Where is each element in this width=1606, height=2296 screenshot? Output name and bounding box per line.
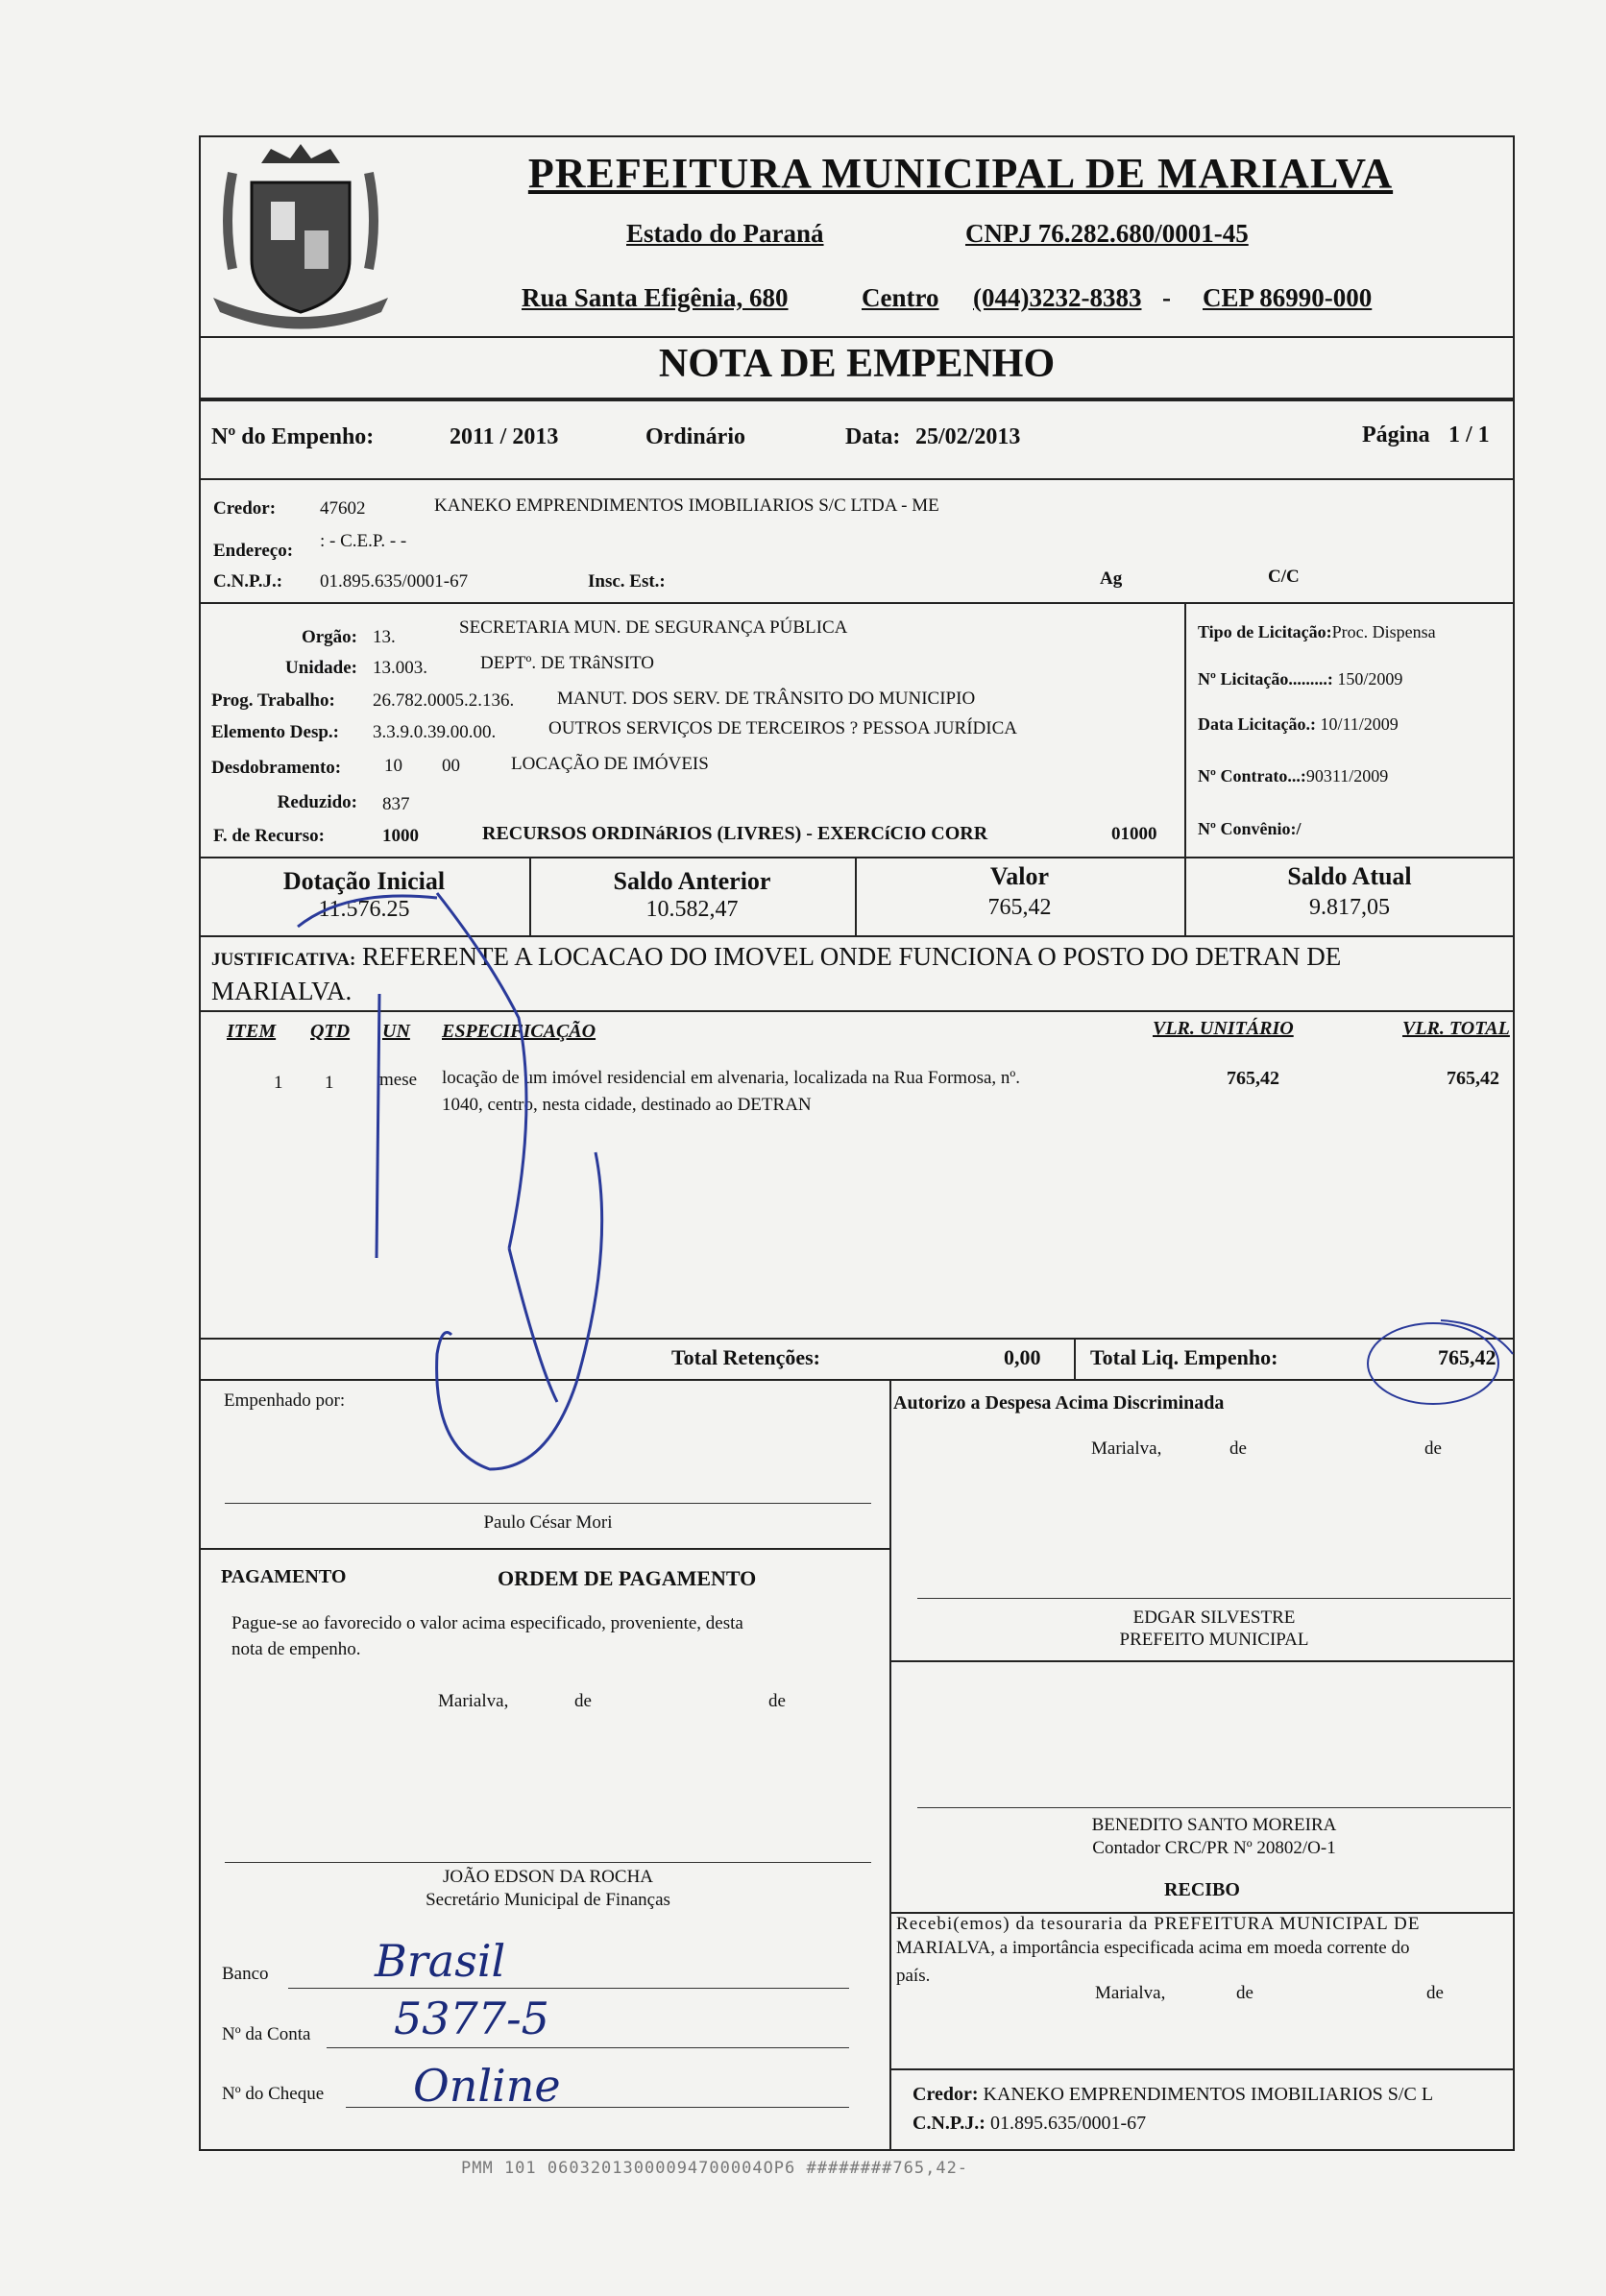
contrato-value: 90311/2009 bbox=[1305, 766, 1389, 785]
retencoes-value: 0,00 bbox=[1004, 1345, 1041, 1369]
col-espec: ESPECIFICAÇÃO bbox=[442, 1021, 596, 1042]
empenho-num: 2011 / 2013 bbox=[450, 424, 559, 449]
num-licitacao-value: 150/2009 bbox=[1337, 669, 1403, 689]
header-dash: - bbox=[1162, 283, 1171, 312]
col-vlr-unit: VLR. UNITÁRIO bbox=[1153, 1018, 1294, 1039]
liq-value: 765,42 bbox=[1438, 1345, 1496, 1369]
empenho-data-label: Data: bbox=[845, 424, 901, 449]
reduzido-value: 837 bbox=[382, 794, 410, 814]
item-qtd: 1 bbox=[325, 1073, 334, 1093]
header-district: Centro bbox=[862, 283, 939, 312]
recurso-value: RECURSOS ORDINáRIOS (LIVRES) - EXERCíCIO CORR bbox=[482, 823, 988, 844]
saldo-anterior-value: 10.582,47 bbox=[645, 897, 739, 922]
elemento-value: OUTROS SERVIÇOS DE TERCEIROS ? PESSOA JURÍDICA bbox=[548, 718, 1017, 738]
item-vlr-total: 765,42 bbox=[1447, 1068, 1499, 1089]
convenio-label: Nº Convênio:/ bbox=[1198, 819, 1302, 838]
pagina-label: Página bbox=[1362, 423, 1430, 447]
pagamento-de2: de bbox=[768, 1691, 786, 1711]
data-licitacao-value: 10/11/2009 bbox=[1320, 714, 1399, 734]
pagamento-local: Marialva, bbox=[438, 1691, 509, 1711]
unidade-value: DEPTº. DE TRâNSITO bbox=[480, 653, 654, 673]
recibo-de2: de bbox=[1426, 1983, 1444, 2003]
header-phone: (044)3232-8383 bbox=[973, 283, 1142, 312]
contrato-label: Nº Contrato...: bbox=[1198, 766, 1306, 785]
prog-value: MANUT. DOS SERV. DE TRÂNSITO DO MUNICIPIO bbox=[557, 689, 976, 709]
item-un: mese bbox=[379, 1070, 418, 1090]
desdob-code1: 10 bbox=[384, 756, 402, 776]
prefeito-name: EDGAR SILVESTRE bbox=[1132, 1607, 1296, 1628]
autorizo-local: Marialva, bbox=[1091, 1438, 1162, 1459]
item-espec1: locação de um imóvel residencial em alvenaria, localizada na Rua Formosa, nº. bbox=[442, 1068, 1021, 1088]
empenho-tipo: Ordinário bbox=[645, 424, 746, 449]
reduzido-label: Reduzido: bbox=[277, 792, 357, 812]
cnpj-value: 01.895.635/0001-67 bbox=[320, 571, 469, 592]
col-un: UN bbox=[382, 1021, 410, 1042]
ordem-label: ORDEM DE PAGAMENTO bbox=[498, 1566, 757, 1590]
header-cnpj: CNPJ 76.282.680/0001-45 bbox=[965, 219, 1249, 248]
empenho-data: 25/02/2013 bbox=[915, 424, 1021, 449]
orgao-value: SECRETARIA MUN. DE SEGURANÇA PÚBLICA bbox=[459, 617, 848, 638]
contador-name: BENEDITO SANTO MOREIRA bbox=[1091, 1815, 1337, 1835]
endereco-label: Endereço: bbox=[213, 541, 294, 561]
empenho-num-label: Nº do Empenho: bbox=[211, 424, 375, 449]
data-licitacao-label: Data Licitação.: bbox=[1198, 714, 1316, 734]
liq-label: Total Liq. Empenho: bbox=[1090, 1345, 1278, 1369]
recibo-text3: país. bbox=[896, 1966, 931, 1986]
recibo-de1: de bbox=[1236, 1983, 1253, 2003]
credor-name: KANEKO EMPRENDIMENTOS IMOBILIARIOS S/C LTDA - ME bbox=[434, 495, 939, 516]
empenhado-signer: Paulo César Mori bbox=[483, 1512, 613, 1533]
unidade-label: Unidade: bbox=[285, 658, 357, 678]
dotacao-label: Dotação Inicial bbox=[282, 867, 446, 895]
saldo-atual-value: 9.817,05 bbox=[1309, 895, 1390, 920]
retencoes-label: Total Retenções: bbox=[671, 1345, 820, 1369]
col-vlr-total: VLR. TOTAL bbox=[1402, 1018, 1510, 1039]
valor-value: 765,42 bbox=[987, 895, 1052, 920]
col-qtd: QTD bbox=[310, 1021, 351, 1042]
conta-value: 5377-5 bbox=[394, 1993, 549, 2044]
empenhado-label: Empenhado por: bbox=[224, 1390, 346, 1411]
credor-code: 47602 bbox=[320, 498, 366, 519]
valor-label: Valor bbox=[989, 862, 1050, 890]
recibo-cnpj-value: 01.895.635/0001-67 bbox=[989, 2113, 1147, 2134]
col-item: ITEM bbox=[227, 1021, 277, 1042]
item-vlr-unit: 765,42 bbox=[1227, 1068, 1279, 1089]
recurso-code: 1000 bbox=[382, 826, 419, 846]
orgao-label: Orgão: bbox=[301, 627, 357, 647]
cheque-value: Online bbox=[413, 2060, 561, 2112]
endereco-value: : - C.E.P. - - bbox=[320, 531, 407, 551]
banco-label: Banco bbox=[222, 1964, 269, 1984]
saldo-atual-label: Saldo Atual bbox=[1287, 862, 1412, 890]
tipo-licitacao-label: Tipo de Licitação: bbox=[1198, 622, 1332, 641]
prog-code: 26.782.0005.2.136. bbox=[373, 690, 515, 711]
desdob-code2: 00 bbox=[442, 756, 460, 776]
pagamento-text2: nota de empenho. bbox=[231, 1639, 361, 1659]
num-licitacao-label: Nº Licitação.........: bbox=[1198, 669, 1333, 689]
ag-label: Ag bbox=[1100, 568, 1123, 589]
justificativa-label: JUSTIFICATIVA: bbox=[211, 950, 356, 970]
desdob-value: LOCAÇÃO DE IMÓVEIS bbox=[511, 754, 709, 774]
secretario-title: Secretário Municipal de Finanças bbox=[426, 1890, 670, 1910]
autorizo-label: Autorizo a Despesa Acima Discriminada bbox=[893, 1392, 1225, 1414]
prefeito-title: PREFEITO MUNICIPAL bbox=[1119, 1630, 1309, 1650]
elemento-label: Elemento Desp.: bbox=[211, 722, 339, 742]
recibo-cnpj-label: C.N.P.J.: bbox=[912, 2113, 986, 2134]
recurso-num: 01000 bbox=[1111, 824, 1157, 844]
header-address: Rua Santa Efigênia, 680 bbox=[522, 283, 789, 312]
autorizo-de2: de bbox=[1424, 1438, 1442, 1459]
recibo-credor-label: Credor: bbox=[912, 2084, 979, 2105]
state-label: Estado do Paraná bbox=[626, 219, 824, 248]
saldo-anterior-label: Saldo Anterior bbox=[613, 867, 771, 895]
recibo-text1: Recebi(emos) da tesouraria da PREFEITURA MUNICIPAL DE bbox=[896, 1914, 1421, 1934]
doc-title: NOTA DE EMPENHO bbox=[658, 342, 1056, 386]
pagamento-label: PAGAMENTO bbox=[221, 1566, 347, 1587]
item-espec2: 1040, centro, nesta cidade, destinado ao DETRAN bbox=[442, 1095, 812, 1115]
recibo-text2: MARIALVA, a importância especificada acima em moeda corrente do bbox=[896, 1938, 1410, 1958]
banco-value: Brasil bbox=[375, 1935, 506, 1987]
footer-code: PMM 101 06032013000094700004OP6 ########765,42- bbox=[461, 2159, 969, 2178]
tipo-licitacao-value: Proc. Dispensa bbox=[1331, 622, 1436, 641]
elemento-code: 3.3.9.0.39.00.00. bbox=[373, 722, 497, 742]
pagina-value: 1 / 1 bbox=[1448, 423, 1490, 447]
item-num: 1 bbox=[274, 1073, 283, 1093]
insc-label: Insc. Est.: bbox=[588, 571, 666, 592]
dotacao-value: 11.576.25 bbox=[318, 897, 410, 922]
recibo-credor-value: KANEKO EMPRENDIMENTOS IMOBILIARIOS S/C L bbox=[983, 2084, 1434, 2105]
prog-label: Prog. Trabalho: bbox=[211, 690, 335, 711]
pagamento-text1: Pague-se ao favorecido o valor acima especificado, proveniente, desta bbox=[231, 1613, 743, 1633]
secretario-name: JOÃO EDSON DA ROCHA bbox=[442, 1867, 654, 1887]
desdob-label: Desdobramento: bbox=[211, 758, 342, 778]
header-cep: CEP 86990-000 bbox=[1203, 283, 1373, 312]
credor-label: Credor: bbox=[213, 498, 277, 519]
recurso-label: F. de Recurso: bbox=[213, 826, 325, 846]
recibo-local: Marialva, bbox=[1095, 1983, 1166, 2003]
cheque-label: Nº do Cheque bbox=[222, 2084, 325, 2104]
page-title: PREFEITURA MUNICIPAL DE MARIALVA bbox=[527, 150, 1394, 197]
recibo-label: RECIBO bbox=[1164, 1879, 1240, 1900]
cnpj-label: C.N.P.J.: bbox=[213, 571, 283, 592]
cc-label: C/C bbox=[1268, 567, 1300, 587]
pagamento-de1: de bbox=[574, 1691, 592, 1711]
conta-label: Nº da Conta bbox=[222, 2024, 311, 2044]
orgao-code: 13. bbox=[373, 627, 396, 647]
unidade-code: 13.003. bbox=[373, 658, 427, 678]
justificativa-text1: REFERENTE A LOCACAO DO IMOVEL ONDE FUNCIONA O POSTO DO DETRAN DE bbox=[362, 942, 1342, 971]
justificativa-text2: MARIALVA. bbox=[211, 977, 353, 1005]
contador-title: Contador CRC/PR Nº 20802/O-1 bbox=[1092, 1838, 1336, 1858]
autorizo-de1: de bbox=[1229, 1438, 1247, 1459]
